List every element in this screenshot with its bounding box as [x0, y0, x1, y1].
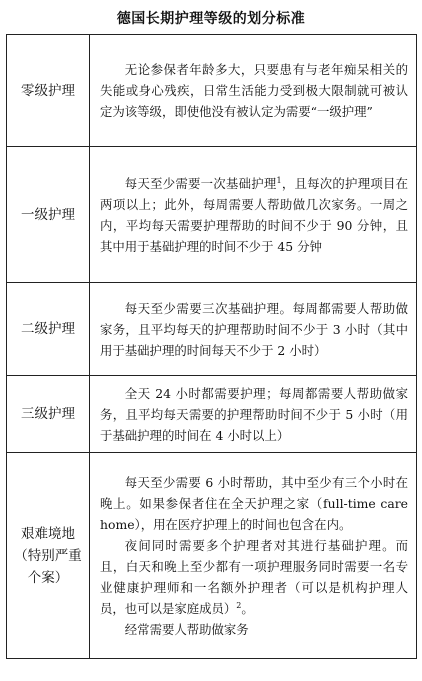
paragraph-text: 。 — [241, 600, 254, 616]
table-row — [7, 283, 417, 376]
level-cell — [7, 453, 90, 659]
level-cell: 一级护理 — [7, 147, 90, 283]
level-line: 个案） — [27, 569, 69, 586]
document-title: 德国长期护理等级的划分标准 — [116, 11, 306, 27]
footnote-marker: 2 — [236, 600, 242, 610]
table-row — [7, 376, 417, 453]
paragraph-text: 夜间同时需要多个护理者对其进行基础护理。而且，白天和晚上至少都有一项护理服务同时需要一名专业健康护理师和一名额外护理者（可以是机构护理人员，也可以是家庭成员） — [100, 537, 408, 616]
level-cell: 三级护理 — [7, 376, 90, 453]
description-paragraph: 经常需要人帮助做家务 — [124, 621, 249, 637]
level-line: 艰难境地 — [21, 525, 75, 542]
description-cell — [90, 376, 417, 453]
care-level-table — [6, 34, 417, 659]
table-row — [7, 147, 417, 283]
table-row — [7, 35, 417, 147]
description-cell — [90, 147, 417, 283]
level-cell: 二级护理 — [7, 283, 90, 376]
description-paragraph — [100, 173, 408, 257]
description-paragraph: 每天至少需要三次基础护理。每周都需要人帮助做家务，且平均每天的护理帮助时间不少于 3 小时（其中用于基础护理的时间每天不少于 2 小时） — [100, 300, 408, 358]
description-cell — [90, 453, 417, 659]
description-cell — [90, 35, 417, 147]
description-paragraph: 全天 24 小时都需要护理；每周都需要人帮助做家务，且平均每天需要的护理帮助时间不少于 5 小时（用于基础护理的时间在 4 小时以上） — [100, 385, 408, 443]
paragraph-text: ，且每次的护理项目在两项以上；此外，每周需要人帮助做几次家务。一周之内，平均每天需要护理帮助的时间不少于 90 分钟，且其中用于基础护理的时间不少于 45 分钟 — [100, 175, 409, 254]
level-line: （特别严重 — [14, 547, 82, 564]
description-paragraph — [100, 535, 408, 619]
paragraph-text: 每天至少需要一次基础护理 — [124, 175, 277, 191]
description-cell — [90, 283, 417, 376]
description-paragraph: 每天至少需要 6 小时帮助，其中至少有三个小时在晚上。如果参保者住在全天护理之家（full-time care home），用在医疗护理上的时间也包含在内。 — [100, 474, 408, 532]
description-paragraph: 无论参保者年龄多大，只要患有与老年痴呆相关的失能或身心残疾，日常生活能力受到极大限制就可被认定为该等级，即使他没有被认定为需要“一级护理” — [100, 62, 408, 119]
footnote-marker: 1 — [276, 175, 282, 185]
table-row — [7, 453, 417, 659]
level-cell: 零级护理 — [7, 35, 90, 147]
